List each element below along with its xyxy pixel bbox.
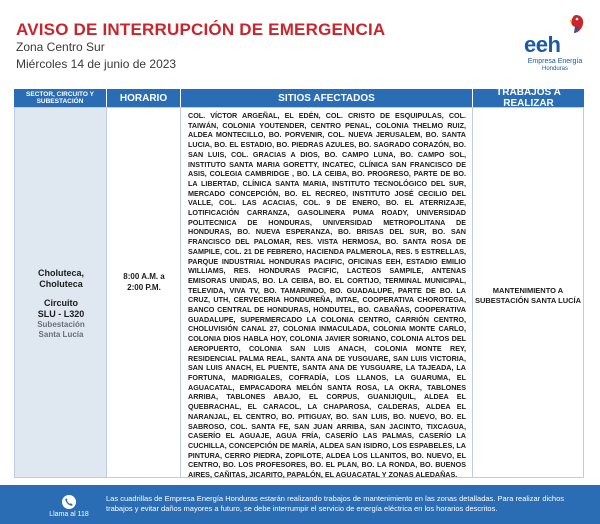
table-header bbox=[14, 89, 584, 107]
phone-icon bbox=[62, 495, 76, 509]
notice-title: AVISO DE INTERRUPCIÓN DE EMERGENCIA bbox=[16, 20, 386, 39]
notice-footer bbox=[0, 485, 600, 524]
header-sector: SECTOR, CIRCUITO Y SUBESTACIÓN bbox=[14, 89, 107, 107]
work-line-1: MANTENIMIENTO A bbox=[492, 286, 564, 295]
eeh-logo bbox=[520, 12, 590, 74]
table-row bbox=[14, 107, 584, 478]
trabajos-cell bbox=[473, 108, 583, 477]
work-line-2: SUBESTACIÓN SANTA LUCÍA bbox=[474, 296, 582, 305]
outage-table bbox=[14, 89, 584, 478]
affected-sites-text: COL. VÍCTOR ARGEÑAL, EL EDÉN, COL. CRISTO DE ESQUIPULAS, COL. TAIWÁN, COLONIA YOUTENDER, CENTRO PENAL, COLONIA THELMO RUIZ, ALDEA MONTECILLO, BO. PORVENIR, COL. NUEVA JERUSALEM, BO. SANTA LUCIA, BO. EL ESTADIO, BO. PIEDRAS AZULES, BO. SAGRADO CORAZÓN, BO. SAN LUIS, COL. GRACIAS A DIOS, BO. CAMPO LUNA, BO. CAMPO SOL, INSTITUTO SANTA MARIA GORETTY, INCATEC, CLÍNICA SAN FRANCISCO DE ASIS, COLEGIA CAMBRIDGE , BO. LA CEIBA, BO. PROGRESO, PARTE DE BO. LA LIBERTAD, CLÍNICA SANTA MARIA, INSTITUTO TECNOLÓGICO DEL SUR, MERCADO CONCEPCIÓN, BO. EL RECREO, INSTITUTO JOSÉ CECILIO DEL VALLE, COL. LAS ACACIAS, COL. 9 DE ENERO, BO. EL ATERRIZAJE, LOTIFICACIÓN CARRANZA, GASOLINERA PUMA ROADY, UNIVERSIDAD POLITECNICA DE HONDURAS, UNIVERSIDAD METROPOLITANA DE HONDURAS, BO. NUEVA ESPERANZA, BO. BRISAS DEL SUR, BO. SAN FRANCISCO DEL PALOMAR, RES. VISTA HERMOSA, BO. SANTA ROSA DE SAMPILE, COL. 21 DE FEBRERO, HACIENDA PALMEROLA, RES. 5 ESTRELLAS, PARQUE INDUSTRIAL HONDURAS PACIFIC, OFICINAS EEH, ESTADIO EMILIO WILLIAMS, RES. HONDURAS PACIFIC, LACTEOS SAMPILE, ANTENAS EMISORAS UNIDAS, BO. LA CEIBA, BO. EL CORTIJO, TERMINAL MUNICIPAL, TELEVIDA, VIVA TV, BO. TAMARINDO, BO. GUADALUPE, PARTE DE BO. LA CRUZ, UTH, CERVECERIA HONDUREÑA, INTAE, COOPERATIVA CHOROTEGA, BANCO CENTRAL DE HONDURAS, HONDUTEL, BO. CABAÑAS, COOPERATIVA GUADALUPE, SUPERMERCADO LA COLONIA CENTRO, CARRIÓN CENTRO, CHOLUVISIÓN CANAL 27, COLONIA INMACULADA, COLONIA MONTE CARLO, COLONIA DIOS HABLA HOY, COLONIA JAVIER SORIANO, COLONIA ALTOS DEL AEROPUERTO, COLONIA SAN LUIS ANACH, COLONIA MONTE REY, RESIDENCIAL PALMA REAL, SANTA ANA DE YUSGUARE, SAN LUIS VICTORIA, SAN LUIS ANACH, EL PUENTE, SANTA ANA DE YUSGUARE, LA TAJEADA, LA FORTUNA, MADRIGALES, COFRADÍA, LOS LLANOS, LA GUARUMA, EL AGUACATAL, EMPACADORA MELÓN SANTA ROSA, LA OKRA, TABLONES ARRIBA, TABLONES ABAJO, EL CORPUS, GUANIJIQUIL, ALDEA EL QUEBRACHAL, EL CARACOL, LA CHAPAROSA, CALDERAS, ALDEA EL NARANJAL, EL CENTRO, BO. PITIGUAY, BO. SAN LUIS, BO. NUEVO, BO. EL SABROSO, COL. SANTA FE, SAN JUAN ARRIBA, SAN JACINTO, TIXCAGUA, CASERÍO EL AGUAJE, AGUA FRÍA, CASERÍO LAS PALMAS, CASERÍO LA CUCHILLA, CONCEPCIÓN DE MARÍA, ALDEA SAN ISIDRO, LOS ESPABELES, LA PINTURA, CERRO PIEDRA, ZOPILOTE, ALDEA LOS LLANITOS, BO. NUEVO, EL CENTRO, BO. LOS PROFESORES, BO. EL PLAN, BO. LA RONDA, BO. BUENOS AIRES, CAÑITAS, JICARITO, PAPALÓN, EL AGUACATAL Y ZONAS ALEDAÑAS. bbox=[188, 111, 466, 480]
header-sitios: SITIOS AFECTADOS bbox=[181, 89, 473, 107]
horario-cell bbox=[107, 108, 181, 477]
date-label: Miércoles 14 de junio de 2023 bbox=[16, 57, 177, 71]
header-trabajos: TRABAJOS A REALIZAR bbox=[496, 87, 561, 109]
sector-info bbox=[15, 268, 107, 320]
time-end: 2:00 P.M. bbox=[127, 283, 161, 292]
zone-label: Zona Centro Sur bbox=[16, 40, 105, 54]
hotline-label: Llama al 118 bbox=[49, 511, 89, 518]
sitios-cell bbox=[181, 108, 473, 480]
work-description bbox=[473, 286, 583, 306]
logo-country: Honduras bbox=[541, 66, 568, 72]
time-range bbox=[107, 271, 181, 293]
header-horario: HORARIO bbox=[107, 89, 181, 107]
logo-company-name: Empresa Energía bbox=[527, 58, 583, 65]
notice-header bbox=[0, 0, 600, 84]
time-start: 8:00 A.M. a bbox=[123, 272, 165, 281]
substation-name: Santa Lucía bbox=[38, 330, 84, 339]
substation-label: Subestación bbox=[37, 320, 85, 329]
footer-note: Las cuadrillas de Empresa Energía Honduras estarán realizando trabajos de mantenimiento en las zonas detalladas. Para realizar dichos trabajos y evitar daños mayores a futuro, se debe interrumpir el servicio de energía eléctrica en los horarios descritos. bbox=[106, 494, 564, 513]
substation-info bbox=[15, 320, 107, 340]
sector-department: Choluteca bbox=[39, 279, 83, 289]
parrot-icon bbox=[567, 14, 585, 34]
sector-cell bbox=[15, 108, 107, 477]
logo-wordmark: eeh bbox=[524, 32, 561, 57]
circuit-code: SLU - L320 bbox=[37, 309, 85, 319]
circuit-label: Circuito bbox=[43, 298, 78, 308]
sector-municipality: Choluteca, bbox=[37, 268, 84, 278]
